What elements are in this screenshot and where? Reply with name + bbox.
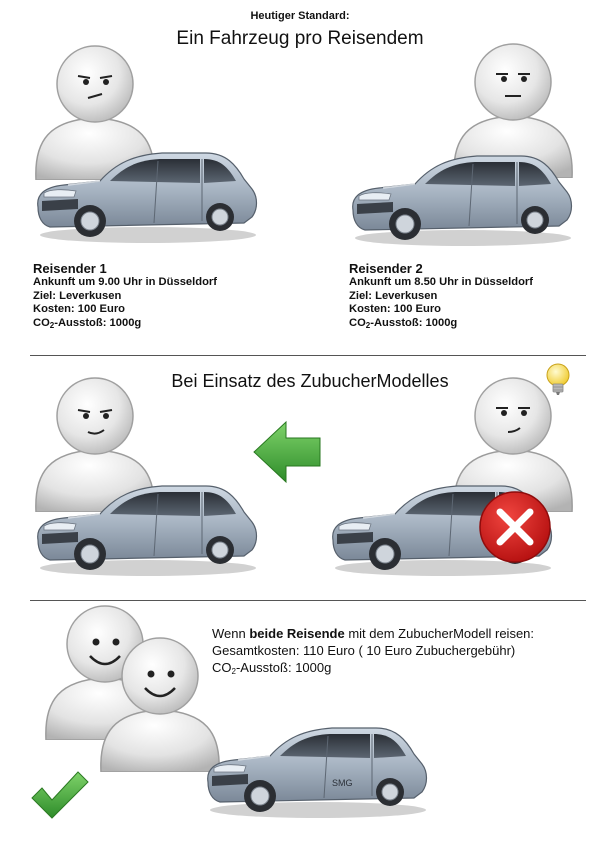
traveler-arrival: Ankunft um 9.00 Uhr in Düsseldorf [33,276,217,288]
reject-x-icon [478,490,552,564]
traveler-arrival: Ankunft um 8.50 Uhr in Düsseldorf [349,276,533,288]
traveler-name: Reisender 1 [33,261,107,276]
arrow-left-icon [252,420,322,484]
car-icon [30,468,260,578]
section-title: Bei Einsatz des ZubucherModelles [171,371,449,391]
traveler-cost: Kosten: 100 Euro [33,303,126,316]
car-icon [200,710,430,820]
traveler-co2: $CO_2$-Ausstoß: 1000g [33,316,142,330]
traveler-name: Reisender 2 [349,261,423,276]
checkmark-icon [30,768,90,820]
summary-line-2: Gesamtkosten: 110 Euro ( 10 Euro Zubuchergebühr) [212,643,516,658]
traveler-info-1 [33,261,217,330]
traveler-info-2 [349,261,533,330]
supertitle: Heutiger Standard: [250,10,350,22]
page-title: Ein Fahrzeug pro Reisendem [176,28,424,49]
section-divider [30,355,586,356]
summary-line-1: Wenn beide Reisende mit dem ZubucherModell reisen: [212,626,535,641]
car-plate-label: SMG [332,778,353,788]
traveler-goal: Ziel: Leverkusen [33,289,122,302]
car-icon [30,135,260,245]
car-icon [345,138,575,248]
traveler-cost: Kosten: 100 Euro [349,303,442,316]
summary-co2: $CO_2$-Ausstoß: 1000g [212,660,332,676]
traveler-co2: $CO_2$-Ausstoß: 1000g [349,316,458,330]
summary-text [212,625,534,676]
traveler-goal: Ziel: Leverkusen [349,289,438,302]
